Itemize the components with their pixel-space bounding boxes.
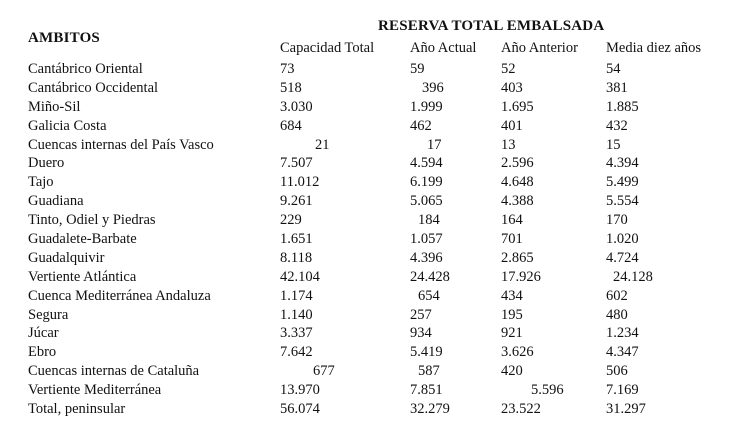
table-row	[0, 249, 730, 268]
ano-anterior-cell: 52	[501, 61, 516, 77]
ano-actual-cell: 24.428	[410, 268, 450, 285]
capacidad-total-cell: 11.012	[280, 174, 320, 191]
capacidad-total-cell: 13.970	[280, 382, 320, 399]
capacidad-total-cell: 1.651	[280, 231, 313, 248]
capacidad-total-cell: 1.140	[280, 306, 313, 323]
ano-anterior-cell: 401	[501, 117, 523, 134]
ambito-name-cell: Tinto, Odiel y Piedras	[28, 212, 156, 229]
media-diez-anos-cell: 54	[606, 61, 621, 77]
media-diez-anos-cell: 381	[606, 79, 628, 96]
ano-actual-cell: 4.594	[410, 155, 443, 172]
table-row	[0, 324, 730, 343]
table-row	[0, 192, 730, 211]
ano-anterior-cell: 4.648	[501, 174, 534, 191]
ano-anterior-cell: 1.695	[501, 98, 534, 115]
ambito-name-cell: Cuencas internas de Cataluña	[28, 363, 200, 380]
table-row	[0, 136, 730, 155]
capacidad-total-cell: 7.642	[280, 344, 313, 361]
ambito-name-cell: Galicia Costa	[28, 117, 107, 134]
ano-actual-cell: 257	[410, 306, 432, 323]
media-diez-anos-cell: 4.347	[606, 344, 639, 361]
ano-anterior-cell: 13	[501, 136, 516, 153]
media-diez-anos-cell: 4.394	[606, 155, 639, 172]
capacidad-total-cell: 3.030	[280, 98, 313, 115]
ambito-name-cell: Cantábrico Oriental	[28, 61, 143, 77]
media-diez-anos-cell: 170	[606, 212, 628, 229]
ano-anterior-cell: 23.522	[501, 401, 541, 418]
capacidad-total-cell: 9.261	[280, 193, 313, 210]
ambito-name-cell: Ebro	[28, 344, 57, 361]
table-row	[0, 117, 730, 136]
data-table	[0, 60, 730, 419]
table-row	[0, 154, 730, 173]
ambito-name-cell: Total, peninsular	[28, 401, 126, 418]
media-diez-anos-cell: 4.724	[606, 249, 639, 266]
ambito-name-cell: Guadalquivir	[28, 249, 105, 266]
capacidad-total-cell: 21	[315, 136, 330, 153]
reserva-total-header: RESERVA TOTAL EMBALSADA	[378, 18, 605, 34]
capacidad-total-cell: 677	[313, 363, 335, 380]
ano-anterior-cell: 17.926	[501, 268, 541, 285]
ano-actual-cell: 5.065	[410, 193, 443, 210]
ano-actual-cell: 462	[410, 117, 432, 134]
ano-actual-cell: 1.057	[410, 231, 443, 248]
media-diez-anos-cell: 1.885	[606, 98, 639, 115]
ano-actual-cell: 4.396	[410, 249, 443, 266]
ano-actual-cell: 59	[410, 61, 425, 77]
ano-anterior-cell: 5.596	[531, 382, 564, 399]
ano-actual-cell: 654	[418, 287, 440, 304]
ano-anterior-cell: 2.596	[501, 155, 534, 172]
ano-anterior-cell: 921	[501, 325, 523, 342]
table-row	[0, 79, 730, 98]
capacidad-total-cell: 73	[280, 61, 295, 77]
table-row	[0, 362, 730, 381]
table-row	[0, 400, 730, 419]
ambito-name-cell: Cuencas internas del País Vasco	[28, 136, 214, 153]
media-diez-anos-cell: 24.128	[613, 268, 653, 285]
ano-anterior-cell: 701	[501, 231, 523, 248]
media-diez-anos-cell: 5.499	[606, 174, 639, 191]
media-diez-anos-cell: 1.020	[606, 231, 639, 248]
ano-anterior-cell: 403	[501, 79, 523, 96]
capacidad-total-cell: 1.174	[280, 287, 313, 304]
column-header-capacidad-total: Capacidad Total	[280, 40, 375, 56]
table-row	[0, 173, 730, 192]
ano-actual-cell: 184	[418, 212, 440, 229]
ano-actual-cell: 396	[422, 79, 444, 96]
ambito-name-cell: Duero	[28, 155, 65, 172]
ano-anterior-cell: 4.388	[501, 193, 534, 210]
capacidad-total-cell: 3.337	[280, 325, 313, 342]
ano-actual-cell: 6.199	[410, 174, 443, 191]
capacidad-total-cell: 684	[280, 117, 302, 134]
ambito-name-cell: Cantábrico Occidental	[28, 79, 159, 96]
ano-actual-cell: 587	[418, 363, 440, 380]
ano-actual-cell: 7.851	[410, 382, 443, 399]
table-row	[0, 98, 730, 117]
capacidad-total-cell: 518	[280, 79, 302, 96]
ano-actual-cell: 1.999	[410, 98, 443, 115]
media-diez-anos-cell: 506	[606, 363, 628, 380]
capacidad-total-cell: 42.104	[280, 268, 320, 285]
ano-anterior-cell: 434	[501, 287, 523, 304]
ambitos-header: AMBITOS	[28, 30, 100, 46]
ambito-name-cell: Cuenca Mediterránea Andaluza	[28, 287, 211, 304]
media-diez-anos-cell: 31.297	[606, 401, 646, 418]
media-diez-anos-cell: 1.234	[606, 325, 639, 342]
ambito-name-cell: Segura	[28, 306, 69, 323]
column-header-ano-anterior: Año Anterior	[501, 40, 578, 56]
table-row	[0, 287, 730, 306]
table-row	[0, 306, 730, 325]
table-row	[0, 211, 730, 230]
ambito-name-cell: Guadalete-Barbate	[28, 231, 137, 248]
capacidad-total-cell: 56.074	[280, 401, 320, 418]
ambito-name-cell: Júcar	[28, 325, 59, 342]
table-row	[0, 381, 730, 400]
table-row	[0, 60, 730, 79]
ambito-name-cell: Vertiente Mediterránea	[28, 382, 162, 399]
ano-anterior-cell: 420	[501, 363, 523, 380]
media-diez-anos-cell: 602	[606, 287, 628, 304]
media-diez-anos-cell: 432	[606, 117, 628, 134]
column-header-media-diez-anos: Media diez años	[606, 40, 702, 56]
ambito-name-cell: Guadiana	[28, 193, 84, 210]
capacidad-total-cell: 8.118	[280, 249, 313, 266]
media-diez-anos-cell: 7.169	[606, 382, 639, 399]
capacidad-total-cell: 7.507	[280, 155, 313, 172]
media-diez-anos-cell: 5.554	[606, 193, 639, 210]
ambito-name-cell: Tajo	[28, 174, 54, 191]
media-diez-anos-cell: 15	[606, 136, 621, 153]
ano-actual-cell: 5.419	[410, 344, 443, 361]
ano-anterior-cell: 2.865	[501, 249, 534, 266]
table-row	[0, 230, 730, 249]
ano-actual-cell: 32.279	[410, 401, 450, 418]
column-header-ano-actual: Año Actual	[410, 40, 477, 56]
ano-actual-cell: 17	[427, 136, 442, 153]
ano-anterior-cell: 3.626	[501, 344, 534, 361]
ambito-name-cell: Miño-Sil	[28, 98, 81, 115]
table-row	[0, 343, 730, 362]
ano-actual-cell: 934	[410, 325, 432, 342]
ano-anterior-cell: 195	[501, 306, 523, 323]
ambito-name-cell: Vertiente Atlántica	[28, 268, 137, 285]
table-row	[0, 268, 730, 287]
media-diez-anos-cell: 480	[606, 306, 628, 323]
ano-anterior-cell: 164	[501, 212, 523, 229]
capacidad-total-cell: 229	[280, 212, 302, 229]
